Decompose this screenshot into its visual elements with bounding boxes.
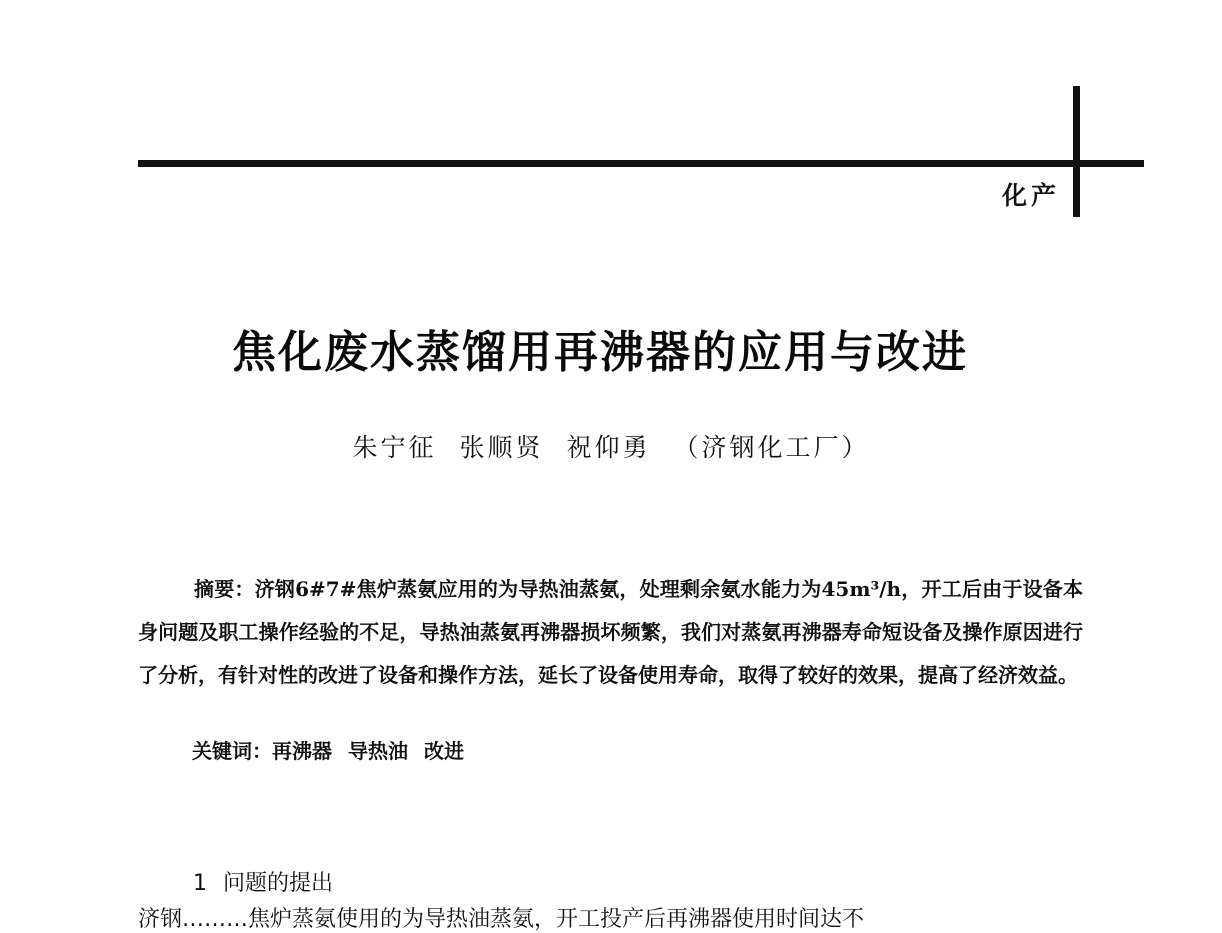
abstract-text: 济钢6#7#焦炉蒸氨应用的为导热油蒸氨，处理剩余氨水能力为45m³/h，开工后由于设备本身问题及职工操作经验的不足，导热油蒸氨再沸器损坏频繁，我们对蒸氨再沸器寿命短设备及操作原因进行了分析，有针对性的改进了设备和操作方法，延长了设备使用寿命，取得了较好的效果，提高了经济效益。	[138, 577, 1083, 687]
header-vertical-rule	[1073, 86, 1080, 217]
section-number: 1	[193, 871, 207, 896]
keyword: 改进	[424, 739, 464, 763]
author-name: 张顺贤	[459, 433, 544, 462]
abstract-paragraph	[138, 568, 1083, 697]
keyword: 导热油	[348, 739, 408, 763]
section-tag: 化产	[1001, 181, 1060, 210]
keyword: 再沸器	[272, 739, 332, 763]
keywords-label: 关键词：	[192, 739, 272, 763]
section-title: 问题的提出	[223, 871, 334, 896]
author-affiliation: （济钢化工厂）	[673, 433, 870, 462]
author-name: 祝仰勇	[566, 433, 651, 462]
author-byline	[0, 428, 1222, 464]
author-name: 朱宁征	[352, 433, 437, 462]
abstract-label: 摘要：	[194, 577, 255, 601]
body-text-partial-line: 济钢………焦炉蒸氨使用的为导热油蒸氨，开工投产后再沸器使用时间达不	[138, 907, 865, 932]
keywords-line	[192, 735, 480, 764]
header-horizontal-rule	[138, 160, 1144, 167]
article-title: 焦化废水蒸馏用再沸器的应用与改进	[232, 327, 968, 378]
section-heading	[193, 866, 333, 897]
